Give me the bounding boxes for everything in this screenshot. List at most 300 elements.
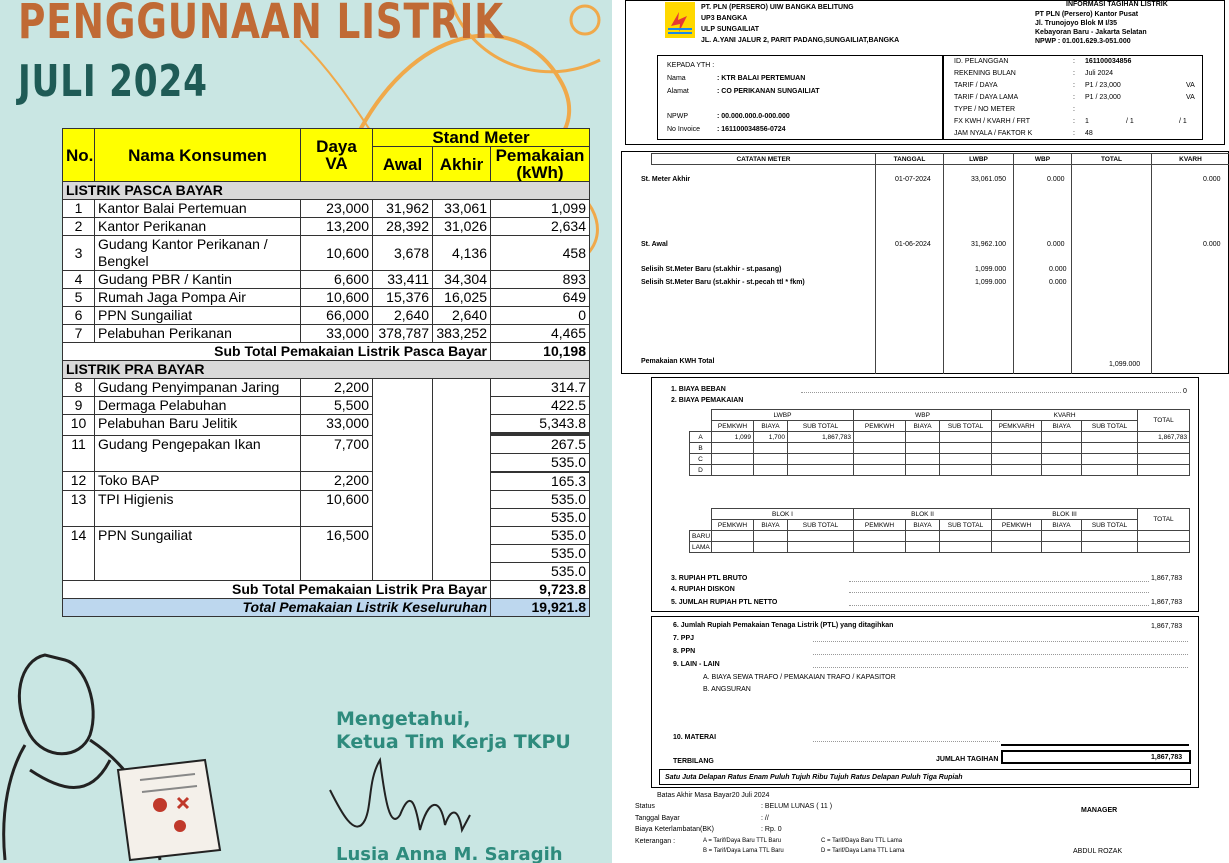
st-awal-wbp: 0.000 [1047,241,1065,248]
col-no: No. [63,129,95,182]
tgl-bayar-value: : // [761,815,769,822]
col-tanggal: TANGGAL [876,154,944,165]
grid-row [690,432,1190,443]
row-name: Kantor Perikanan [95,218,301,236]
row-awal: 3,678 [373,236,433,271]
grid-cell [1042,531,1082,542]
hq-npwp: NPWP : 01.001.629.3-051.000 [1035,38,1131,45]
grid-cell [992,465,1042,476]
company-name: PT. PLN (PERSERO) UIW BANGKA BELITUNG [701,4,854,11]
row-name: Pelabuhan Perikanan [95,325,301,343]
rupiah-bruto-label: 3. RUPIAH PTL BRUTO [671,575,748,582]
row-name: PPN Sungailiat [95,527,301,581]
signature-image [0,0,612,863]
col-wbp: WBP [1014,154,1072,165]
row-no: 13 [63,491,95,527]
selisih-2-label: Selisih St.Meter Baru (st.akhir - st.pecah ttl * fkm) [641,279,805,286]
grid-cell [1138,531,1190,542]
col-stand: Stand Meter [373,129,590,147]
row-use: 649 [491,289,590,307]
row-use: 1,099 [491,200,590,218]
col-pemkvarh: PEMKVARH [992,421,1042,432]
grid-cell [854,443,906,454]
colon: : [1073,58,1075,65]
grid-cell [992,454,1042,465]
grid-biaya [754,443,788,454]
grid-cell [788,542,854,553]
grid-cell [940,443,992,454]
grid-cell [906,443,940,454]
nama-label: Nama [667,75,686,82]
meter-box [621,151,1229,374]
fx-value-2: / 1 [1126,118,1134,125]
lain-a-label: A. BIAYA SEWA TRAFO / PEMAKAIAN TRAFO / KAPASITOR [703,674,896,681]
colon: : [1073,70,1075,77]
col-lwbp: LWBP [944,154,1014,165]
row-awal: 15,376 [373,289,433,307]
grid-subtotal [788,465,854,476]
ulp-name: ULP SUNGAILIAT [701,26,760,33]
col-pemkwh: PEMKWH [992,520,1042,531]
selisih-2-lwbp: 1,099.000 [975,279,1007,286]
st-akhir-date: 01-07-2024 [895,176,931,183]
jam-value: 48 [1085,130,1093,137]
grid-cell [992,542,1042,553]
subtotal-label: Sub Total Pemakaian Listrik Pra Bayar [63,581,491,599]
row-no: 2 [63,218,95,236]
ket-a: A = Tarif/Daya Baru TTL Baru [703,838,782,844]
grid-cell [854,454,906,465]
grid-row [690,443,1190,454]
row-use: 267.5 [491,436,590,454]
row-use: 535.0 [491,509,590,527]
hq-addr-2: Kebayoran Baru - Jakarta Selatan [1035,29,1147,36]
col-pemkwh: PEMKWH [854,421,906,432]
company-address: JL. A.YANI JALUR 2, PARIT PADANG,SUNGAILIAT,BANGKA [701,37,900,44]
bk-value: : Rp. 0 [761,826,782,833]
va-unit: VA [1186,94,1195,101]
pln-logo [665,2,695,38]
grid-cell [854,542,906,553]
row-name: Gudang Pengepakan Ikan [95,436,301,472]
row-name: Toko BAP [95,472,301,491]
terbilang-label: TERBILANG [673,758,714,765]
row-use: 5,343.8 [491,415,590,433]
grid-total [1138,465,1190,476]
section-title: LISTRIK PRA BAYAR [63,361,590,379]
nama-value: : KTR BALAI PERTEMUAN [717,75,806,82]
info-title: INFORMASI TAGIHAN LISTRIK [1066,1,1168,8]
grid-total: 1,867,783 [1138,432,1190,443]
grid-cell [1082,465,1138,476]
grid-cell [940,432,992,443]
col-name: Nama Konsumen [95,129,301,182]
sign-title-2: Ketua Tim Kerja TKPU [336,731,571,753]
ppn-label: 8. PPN [673,648,696,655]
row-use: 535.0 [491,545,590,563]
ket-d: D = Tarif/Daya Lama TTL Lama [821,848,905,854]
col-pemkwh: PEMKWH [854,520,906,531]
row-name: Gudang Kantor Perikanan / Bengkel [95,236,301,271]
alamat-value: : CO PERIKANAN SUNGAILIAT [717,88,820,95]
row-name: TPI Higienis [95,491,301,527]
col-pemakaian: Pemakaian (kWh) [491,147,590,182]
row-name: Pelabuhan Baru Jelitik [95,415,301,436]
col-total: TOTAL [1072,154,1152,165]
grid-cell [940,465,992,476]
fx-value-3: / 1 [1179,118,1187,125]
section-title: LISTRIK PASCA BAYAR [63,182,590,200]
ket-c: C = Tarif/Daya Baru TTL Lama [821,838,903,844]
total-value: 19,921.8 [491,599,590,617]
row-no: 10 [63,415,95,436]
grid-subtotal [788,454,854,465]
row-daya: 23,000 [301,200,373,218]
subtotal-value: 9,723.8 [491,581,590,599]
row-daya: 13,200 [301,218,373,236]
grid-subtotal [788,443,854,454]
bk-label: Biaya Keterlambatan(BK) [635,826,714,833]
grid-cell [906,432,940,443]
row-daya: 16,500 [301,527,373,581]
st-awal-date: 01-06-2024 [895,241,931,248]
row-no: 12 [63,472,95,491]
grid-cell [940,454,992,465]
row-use: 165.3 [491,473,590,491]
grid-biaya [754,454,788,465]
grid-row-label: B [690,443,712,454]
grid-cell [1082,542,1138,553]
npwp-label: NPWP [667,113,688,120]
row-no: 5 [63,289,95,307]
group-kvarh: KVARH [992,410,1138,421]
biaya-beban-value: 0 [1183,388,1187,395]
row-daya: 7,700 [301,436,373,472]
up3-name: UP3 BANGKA [701,15,748,22]
grid-cell [940,542,992,553]
row-awal: 31,962 [373,200,433,218]
lain-b-label: B. ANGSURAN [703,686,751,693]
grid-row [690,531,1190,542]
row-use: 2,634 [491,218,590,236]
grid-row [690,465,1190,476]
row-use: 0 [491,307,590,325]
grid-biaya [754,465,788,476]
row-name: Rumah Jaga Pompa Air [95,289,301,307]
st-akhir-kvarh: 0.000 [1203,176,1221,183]
grid-row-label: A [690,432,712,443]
grid-cell [940,531,992,542]
invoice-panel [621,0,1229,863]
va-unit: VA [1186,82,1195,89]
grid-cell [906,465,940,476]
row-no: 1 [63,200,95,218]
grid-cell [906,531,940,542]
meter-header [651,153,1229,165]
colon: : [1073,82,1075,89]
grid-cell [754,531,788,542]
tarif-label: TARIF / DAYA [954,82,998,89]
row-name: Kantor Balai Pertemuan [95,200,301,218]
row-daya: 33,000 [301,325,373,343]
st-akhir-lwbp: 33,061.050 [971,176,1007,183]
ket-b: B = Tarif/Daya Lama TTL Baru [703,848,784,854]
page-subtitle: JULI 2024 [18,56,208,107]
grid-cell [1082,443,1138,454]
grid-pemkwh [712,465,754,476]
row-daya: 10,600 [301,236,373,271]
grid-total [1138,454,1190,465]
row-daya: 10,600 [301,491,373,527]
type-label: TYPE / NO METER [954,106,1016,113]
ppj-label: 7. PPJ [673,635,695,642]
row-daya: 66,000 [301,307,373,325]
grid-row [690,454,1190,465]
col-biaya: BIAYA [754,421,788,432]
row-awal: 378,787 [373,325,433,343]
row-name: Gudang PBR / Kantin [95,271,301,289]
sign-title-1: Mengetahui, [336,708,471,730]
status-value: : BELUM LUNAS ( 11 ) [761,803,833,810]
hq-addr-1: Jl. Trunojoyo Blok M I/35 [1035,20,1118,27]
group-blok-3: BLOK III [992,509,1138,520]
st-awal-kvarh: 0.000 [1203,241,1221,248]
ptl-label: 6. Jumlah Rupiah Pemakaian Tenaga Listrik (PTL) yang ditagihkan [673,622,894,629]
page-title: PENGGUNAAN LISTRIK [18,0,504,50]
row-no: 9 [63,397,95,415]
ptl-value: 1,867,783 [1151,623,1183,630]
noinvoice-label: No Invoice [667,126,701,133]
jumlah-tagihan-value: 1,867,783 [1151,754,1183,761]
col-biaya: BIAYA [906,421,940,432]
manager-name: ABDUL ROZAK [1073,848,1123,855]
row-use: 535.0 [491,491,590,509]
col-daya: Daya VA [301,129,373,182]
row-daya: 2,200 [301,379,373,397]
grid-cell [854,465,906,476]
row-akhir: 31,026 [433,218,491,236]
fx-value-1: 1 [1085,118,1089,125]
noinvoice-value: : 161100034856-0724 [717,126,786,133]
tgl-bayar-label: Tanggal Bayar [635,815,680,822]
grid-row-label: D [690,465,712,476]
grid-pemkwh [712,454,754,465]
row-no: 8 [63,379,95,397]
st-akhir-label: St. Meter Akhir [641,176,691,183]
row-no: 11 [63,436,95,472]
col-biaya: BIAYA [754,520,788,531]
row-awal: 33,411 [373,271,433,289]
grid-cell [1042,465,1082,476]
grid-cell [754,542,788,553]
row-akhir: 34,304 [433,271,491,289]
row-akhir: 2,640 [433,307,491,325]
grid-cell [1138,542,1190,553]
selisih-2-wbp: 0.000 [1049,279,1067,286]
col-kvarh: KVARH [1152,154,1229,165]
col-subtotal: SUB TOTAL [1082,520,1138,531]
row-akhir: 4,136 [433,236,491,271]
row-use: 458 [491,236,590,271]
alamat-label: Alamat [667,88,689,95]
hq-name: PT PLN (Persero) Kantor Pusat [1035,11,1139,18]
subtotal-value: 10,198 [491,343,590,361]
lain-label: 9. LAIN - LAIN [673,661,720,668]
tarif-value: P1 / 23,000 [1085,82,1121,89]
row-no: 6 [63,307,95,325]
grid-cell [992,443,1042,454]
colon: : [1073,94,1075,101]
col-subtotal: SUB TOTAL [940,421,992,432]
row-use: 535.0 [491,454,590,472]
col-catatan: CATATAN METER [652,154,876,165]
grid-cell [712,531,754,542]
tarif-lama-label: TARIF / DAYA LAMA [954,94,1019,101]
row-name: Gudang Penyimpanan Jaring [95,379,301,397]
grid-subtotal: 1,867,783 [788,432,854,443]
kwh-total-value: 1,099.000 [1109,361,1141,368]
row-daya: 10,600 [301,289,373,307]
npwp-value: : 00.000.000.0-000.000 [717,113,790,120]
selisih-1-label: Selisih St.Meter Baru (st.akhir - st.pasang) [641,266,782,273]
grid-pemkwh: 1,099 [712,432,754,443]
grid-cell [906,454,940,465]
row-daya: 33,000 [301,415,373,436]
row-name: PPN Sungailiat [95,307,301,325]
keterangan-label: Keterangan : [635,838,676,845]
rupiah-diskon-label: 4. RUPIAH DISKON [671,586,735,593]
grid-cell [992,432,1042,443]
col-subtotal: SUB TOTAL [940,520,992,531]
col-awal: Awal [373,147,433,182]
row-daya: 2,200 [301,472,373,491]
grid-biaya: 1,700 [754,432,788,443]
jumlah-tagihan-label: JUMLAH TAGIHAN [936,756,999,763]
col-subtotal: SUB TOTAL [788,421,854,432]
selisih-1-lwbp: 1,099.000 [975,266,1007,273]
group-blok-1: BLOK I [712,509,854,520]
st-awal-label: St. Awal [641,241,668,248]
grid-cell [712,542,754,553]
col-akhir: Akhir [433,147,491,182]
status-label: Status [635,803,655,810]
grid-row [690,542,1190,553]
signer-name: Lusia Anna M. Saragih [336,844,563,863]
row-use: 535.0 [491,563,590,581]
tariff-grid-1 [689,409,1190,476]
col-subtotal: SUB TOTAL [1082,421,1138,432]
grid-cell [906,542,940,553]
row-akhir: 383,252 [433,325,491,343]
st-awal-lwbp: 31,962.100 [971,241,1007,248]
row-akhir: 33,061 [433,200,491,218]
grid-cell [992,531,1042,542]
row-daya: 5,500 [301,397,373,415]
batas-label: Batas Akhir Masa Bayar20 Juli 2024 [657,792,770,799]
row-use: 4,465 [491,325,590,343]
st-akhir-wbp: 0.000 [1047,176,1065,183]
row-no: 7 [63,325,95,343]
fx-label: FX KWH / KVARH / FRT [954,118,1030,125]
group-total: TOTAL [1138,410,1190,432]
materai-label: 10. MATERAI [673,734,717,741]
rekening-value: Juli 2024 [1085,70,1114,77]
tarif-lama-value: P1 / 23,000 [1085,94,1121,101]
row-use: 314.7 [491,379,590,397]
rupiah-bruto-value: 1,867,783 [1151,575,1183,582]
grid-cell [854,432,906,443]
col-biaya: BIAYA [906,520,940,531]
row-awal: 28,392 [373,218,433,236]
row-use: 422.5 [491,397,590,415]
id-label: ID. PELANGGAN [954,58,1009,65]
rupiah-netto-value: 1,867,783 [1151,599,1183,606]
subtotal-label: Sub Total Pemakaian Listrik Pasca Bayar [63,343,491,361]
kwh-total-label: Pemakaian KWH Total [641,358,715,365]
row-use: 893 [491,271,590,289]
tariff-grid-2 [689,508,1190,553]
grid-cell [1082,432,1138,443]
col-biaya: BIAYA [1042,520,1082,531]
group-total: TOTAL [1138,509,1190,531]
row-no: 3 [63,236,95,271]
col-pemkwh: PEMKWH [712,421,754,432]
group-lwbp: LWBP [712,410,854,421]
grid-cell [788,531,854,542]
col-subtotal: SUB TOTAL [788,520,854,531]
jam-label: JAM NYALA / FAKTOR K [954,130,1033,137]
grid-cell [1042,542,1082,553]
manager-label: MANAGER [1081,807,1118,814]
colon: : [1073,106,1075,113]
grid-cell [854,531,906,542]
row-use: 535.0 [491,527,590,545]
grid-cell [1042,454,1082,465]
id-value: 161100034856 [1085,58,1132,65]
row-name: Dermaga Pelabuhan [95,397,301,415]
colon: : [1073,118,1075,125]
rupiah-netto-label: 5. JUMLAH RUPIAH PTL NETTO [671,599,778,606]
grid-row-label: LAMA [690,542,712,553]
col-pemkwh: PEMKWH [712,520,754,531]
grid-row-label: BARU [690,531,712,542]
grid-pemkwh [712,443,754,454]
grid-row-label: C [690,454,712,465]
selisih-1-wbp: 0.000 [1049,266,1067,273]
row-awal: 2,640 [373,307,433,325]
row-no: 4 [63,271,95,289]
usage-report-panel [0,0,612,863]
row-no: 14 [63,527,95,581]
colon: : [1073,130,1075,137]
kepada-label: KEPADA YTH : [667,62,715,69]
rekening-label: REKENING BULAN [954,70,1016,77]
biaya-beban-label: 1. BIAYA BEBAN [671,386,726,393]
grid-total [1138,443,1190,454]
grid-cell [1042,443,1082,454]
row-daya: 6,600 [301,271,373,289]
group-blok-2: BLOK II [854,509,992,520]
grid-cell [1042,432,1082,443]
col-biaya: BIAYA [1042,421,1082,432]
group-wbp: WBP [854,410,992,421]
biaya-pemakaian-label: 2. BIAYA PEMAKAIAN [671,397,744,404]
total-label: Total Pemakaian Listrik Keseluruhan [63,599,491,617]
grid-cell [1082,531,1138,542]
grid-cell [1082,454,1138,465]
terbilang-text: Satu Juta Delapan Ratus Enam Puluh Tujuh Ribu Tujuh Ratus Delapan Puluh Tiga Rupiah [665,774,963,781]
row-akhir: 16,025 [433,289,491,307]
